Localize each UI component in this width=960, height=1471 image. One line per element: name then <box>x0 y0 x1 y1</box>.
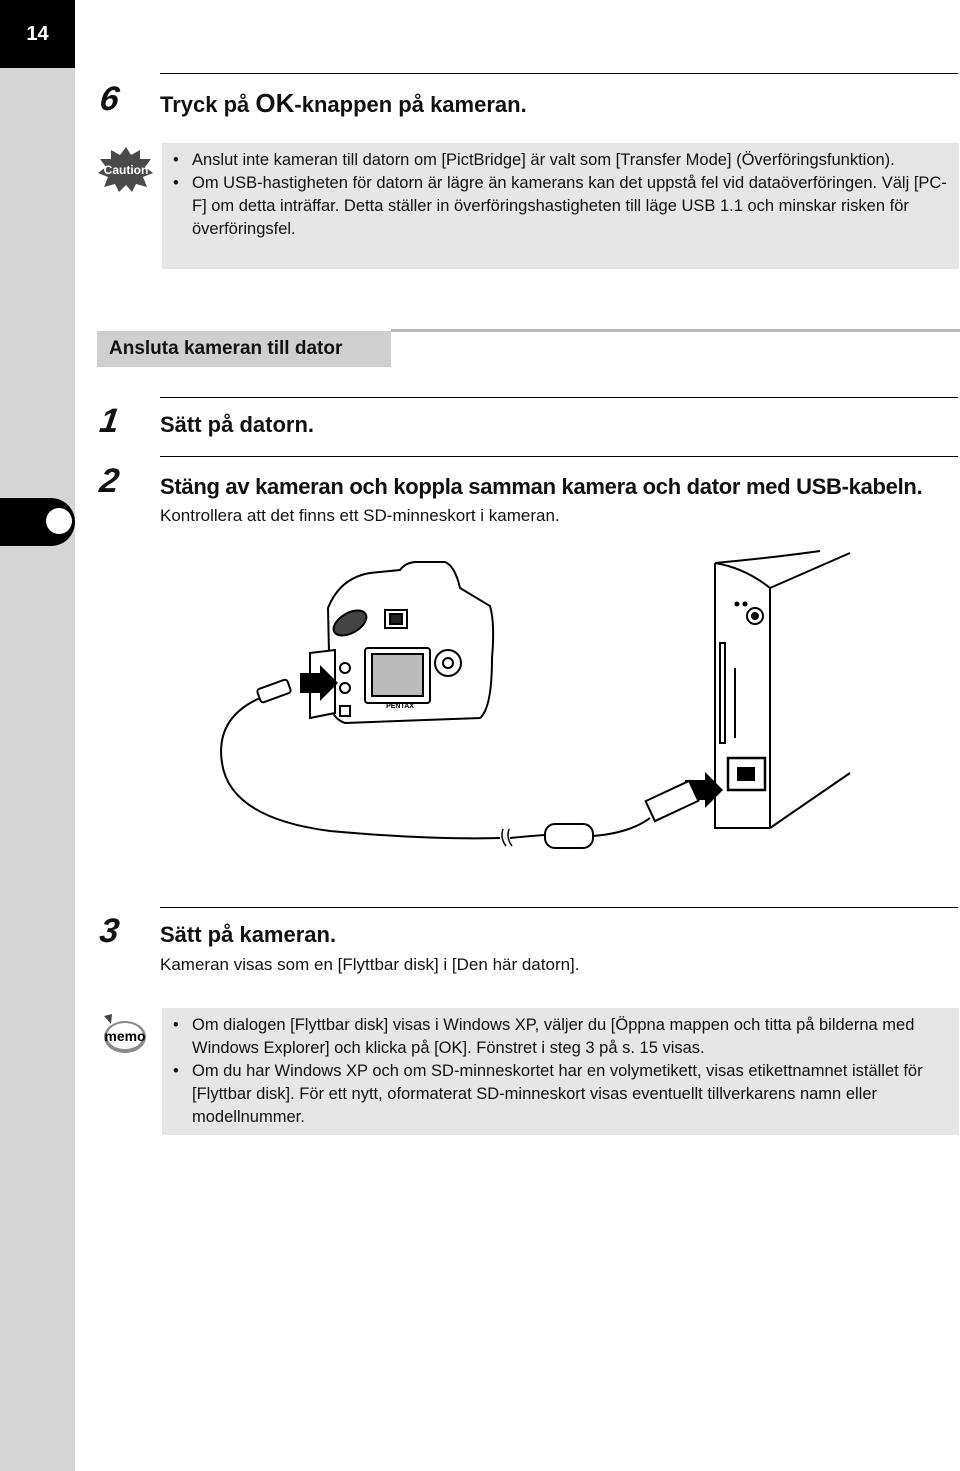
camera-icon <box>310 562 493 723</box>
step2-description: Kontrollera att det finns ett SD-minneskort i kameran. <box>160 506 560 525</box>
side-margin <box>0 0 75 1471</box>
usb-connection-illustration <box>210 548 855 860</box>
section-rule <box>391 329 960 332</box>
caution-icon <box>98 146 154 192</box>
memo-item: • Om dialogen [Flyttbar disk] visas i Windows XP, väljer du [Öppna mappen och titta på bilderna med Windows Explorer] och klicka på [OK]. Fönstret i steg 3 på s. 15 visas. <box>162 1014 951 1060</box>
step1-title: Sätt på datorn. <box>160 412 315 437</box>
step3-number: 3 <box>97 912 122 950</box>
memo-box <box>162 1008 959 1135</box>
page-number: 14 <box>0 0 75 68</box>
ok-button-label: OK <box>255 88 295 118</box>
step2-title: Stäng av kameran och koppla samman kamera och dator med USB-kabeln. <box>160 474 923 499</box>
caution-box <box>162 143 959 269</box>
step6-rule <box>160 73 958 74</box>
step2-number: 2 <box>97 462 122 500</box>
computer-tower-icon <box>715 551 850 828</box>
camera-brand-label: PENTAX <box>386 703 414 710</box>
caution-item: • Anslut inte kameran till datorn om [PictBridge] är valt som [Transfer Mode] (Överföringsfunktion). <box>162 149 951 172</box>
memo-icon-label: memo <box>104 1028 146 1044</box>
memo-icon <box>98 1012 148 1058</box>
step6-title-pre: Tryck på <box>160 92 256 117</box>
step2-rule <box>160 456 958 457</box>
caution-icon-label: Caution <box>103 163 149 177</box>
step6-number: 6 <box>97 80 122 118</box>
chapter-tab-dot <box>46 508 72 534</box>
step3-rule <box>160 907 958 908</box>
caution-item: • Om USB-hastigheten för datorn är lägre än kamerans kan det uppstå fel vid dataöverföringen. Välj [PC-F] om detta inträffar. Detta ställer in överföringshastigheten till läge USB 1.1 och minskar risken för överföringsfel. <box>162 172 951 241</box>
step1-number: 1 <box>97 402 122 440</box>
step3-title: Sätt på kameran. <box>160 922 337 947</box>
memo-item: • Om du har Windows XP och om SD-minneskortet har en volymetikett, visas etikettnamnet istället för [Flyttbar disk]. För ett nytt, oformaterat SD-minneskort visas eventuellt tillverkarens namn eller modellnummer. <box>162 1060 951 1129</box>
step3-description: Kameran visas som en [Flyttbar disk] i [Den här datorn]. <box>160 955 580 974</box>
step1-rule <box>160 397 958 398</box>
step6-title <box>160 88 527 119</box>
step6-title-post: -knappen på kameran. <box>294 92 527 117</box>
section-title: Ansluta kameran till dator <box>97 331 391 367</box>
